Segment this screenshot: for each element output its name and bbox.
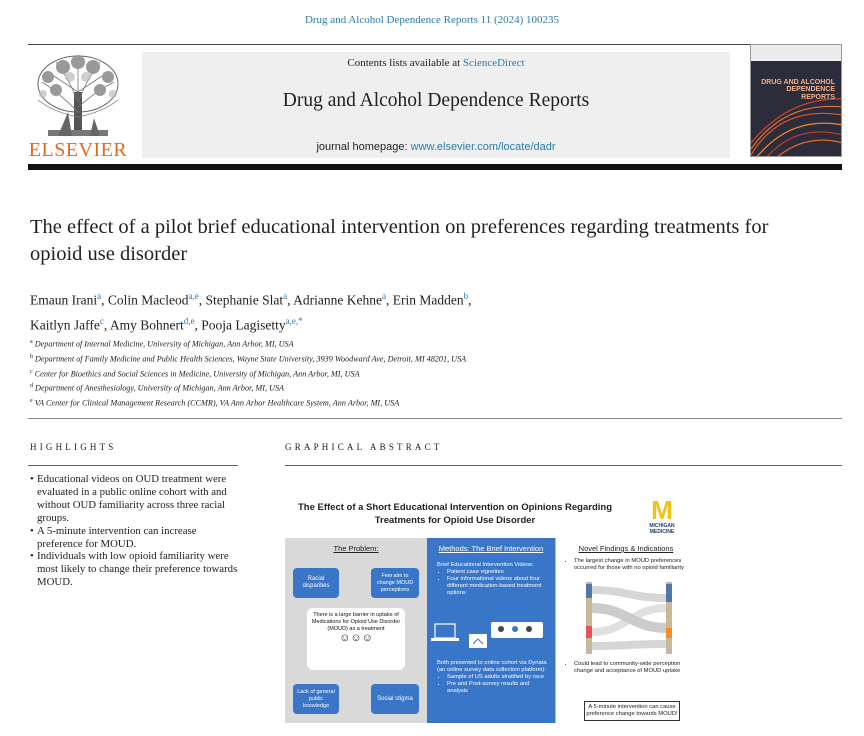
ga-problem-box: Social stigma <box>371 684 419 714</box>
homepage-line: journal homepage: www.elsevier.com/locate/dadr <box>316 141 556 153</box>
author-name[interactable]: Emaun Irani <box>30 292 98 308</box>
people-icon: ☺☺☺ <box>339 632 373 644</box>
ga-problem-box: Few aim to change MOUD perceptions <box>371 568 419 598</box>
highlight-item: • Individuals with low opioid familiarity were most likely to change their preference towards MOUD. <box>30 550 242 589</box>
author-affiliation-mark[interactable]: d,e <box>183 315 195 326</box>
ga-problem-box: Lack of general public knowledge <box>293 684 339 714</box>
journal-masthead <box>142 52 730 158</box>
author-affiliation-mark[interactable]: a <box>97 291 102 301</box>
author-affiliation-mark[interactable]: c <box>99 315 104 326</box>
affiliation-item <box>30 366 830 381</box>
ga-findings-callout: A 5-minute intervention can cause preference change towards MOUD! <box>584 701 680 721</box>
cover-title: DRUG AND ALCOHOL DEPENDENCE REPORTS <box>761 79 835 101</box>
author-name[interactable]: Erin Madden <box>392 292 464 308</box>
highlights-heading: HIGHLIGHTS <box>30 442 117 452</box>
author-affiliation-mark[interactable]: a,e,* <box>285 315 303 326</box>
ga-problem-panel <box>285 538 427 723</box>
header-thick-rule <box>28 164 842 170</box>
affiliation-text: Department of Internal Medicine, University of Michigan, Ann Arbor, MI, USA <box>32 339 294 349</box>
computer-and-people-icon <box>427 614 555 654</box>
ga-methods-heading: Methods: The Brief Intervention <box>438 544 544 553</box>
affiliation-list <box>30 336 830 410</box>
author-name[interactable]: Amy Bohnert <box>109 317 184 332</box>
running-head <box>0 14 864 26</box>
author-affiliation-mark[interactable]: b <box>463 291 469 301</box>
ga-methods-text: Brief Educational Intervention Videos: • Patient case vignettes • Four informational videos about four different medication-based treatment options <box>437 562 549 597</box>
author-name[interactable]: Kaitlyn Jaffe <box>30 317 100 332</box>
header-rule <box>28 44 842 45</box>
author-affiliation-mark[interactable]: a <box>381 291 386 301</box>
author-list: Emaun Irani$^a$, Colin Macleod$^{a,e}$, Stephanie Slat$^a$, Adrianne Kehne$^a$, Erin Madden$^b$, Kaitlyn Jaffe$^c$, Amy Bohnert$^{d,e}$, Pooja Lagisetty$^{a,e,*}$ <box>30 291 472 332</box>
author-name[interactable]: Stephanie Slat <box>205 292 284 308</box>
affiliation-text: Center for Bioethics and Social Sciences in Medicine, University of Michigan, Ann Arbor, MI, USA <box>32 369 360 379</box>
affiliation-mark: e <box>30 398 33 405</box>
graphical-abstract-heading: GRAPHICAL ABSTRACT <box>285 442 443 452</box>
highlights-list <box>30 473 242 589</box>
ga-methods-text-2: Both presented to online cohort via Dynata (an online survey data collection platform): • Sample of US adults stratified by race • Pre and Post-survey results and analysis <box>437 660 549 695</box>
graphical-abstract-rule <box>285 465 842 466</box>
author-name[interactable]: Colin Macleod <box>107 292 189 308</box>
affiliation-item <box>30 336 830 351</box>
ga-problem-heading: The Problem: <box>333 544 379 553</box>
affiliation-mark: d <box>30 383 33 390</box>
affiliation-mark: c <box>30 368 33 375</box>
ga-problem-center: There is a large barrier in uptake of Medications for Opioid Use Disorder (MOUD) as a treatment ☺☺☺ <box>307 608 405 670</box>
ga-findings-heading: Novel Findings & Indications <box>578 544 674 553</box>
highlight-item: • A 5-minute intervention can increase preference for MOUD. <box>30 525 242 551</box>
publisher-name: ELSEVIER <box>28 139 128 161</box>
michigan-medicine-logo: M MICHIGAN MEDICINE <box>637 497 687 535</box>
author-affiliation-mark[interactable]: a,e <box>188 291 199 301</box>
affiliation-text: VA Center for Clinical Management Research (CCMR), VA Ann Arbor Healthcare System, Ann Arbor, MI, USA <box>32 399 400 409</box>
ga-finding-2: • Could lead to community-wide perception change and acceptance of MOUD uptake <box>574 661 688 675</box>
affiliation-item <box>30 351 830 366</box>
author-affiliation-mark[interactable]: a <box>283 291 288 301</box>
homepage-link[interactable]: www.elsevier.com/locate/dadr <box>410 141 556 153</box>
affiliation-mark: b <box>30 353 33 360</box>
block-m-icon: M <box>651 495 673 525</box>
running-head-link[interactable]: Drug and Alcohol Dependence Reports 11 (2024) 100235 <box>304 14 560 26</box>
author-name[interactable]: Adrianne Kehne <box>293 292 382 308</box>
section-rule <box>28 418 842 419</box>
journal-name: Drug and Alcohol Dependence Reports <box>282 90 590 111</box>
author-name[interactable]: Pooja Lagisetty <box>201 317 286 332</box>
sankey-diagram-graphic <box>556 578 697 658</box>
article-title: The effect of a pilot brief educational intervention on preferences regarding treatments for opioid use disorder <box>30 216 769 265</box>
affiliation-mark: a <box>30 339 33 345</box>
ga-methods-panel <box>427 538 555 723</box>
affiliation-text: Department of Family Medicine and Public Health Sciences, Wayne State University, 3939 Woodward Ave, Detroit, MI 48201, USA <box>33 354 467 364</box>
journal-cover-image[interactable] <box>750 44 842 157</box>
ga-findings-panel <box>555 538 696 723</box>
affiliation-item <box>30 380 830 395</box>
ga-title: The Effect of a Short Educational Intervention on Opinions Regarding Treatments for Opioid Use Disorder <box>297 502 613 526</box>
highlight-item: • Educational videos on OUD treatment were evaluated in a public online cohort with and without OUD familiarity across three racial groups. <box>30 473 242 525</box>
contents-line: Contents lists available at ScienceDirect <box>347 57 525 69</box>
affiliation-item <box>30 395 830 410</box>
ga-finding-1: • The largest change in MOUD preferences occurred for those with no opioid familiarity <box>574 558 688 572</box>
sciencedirect-link[interactable]: ScienceDirect <box>462 57 525 69</box>
graphical-abstract-figure[interactable] <box>285 493 696 723</box>
affiliation-text: Department of Anesthesiology, University of Michigan, Ann Arbor, MI, USA <box>33 384 285 394</box>
ga-problem-box: Racial disparities <box>293 568 339 598</box>
highlights-rule <box>28 465 238 466</box>
